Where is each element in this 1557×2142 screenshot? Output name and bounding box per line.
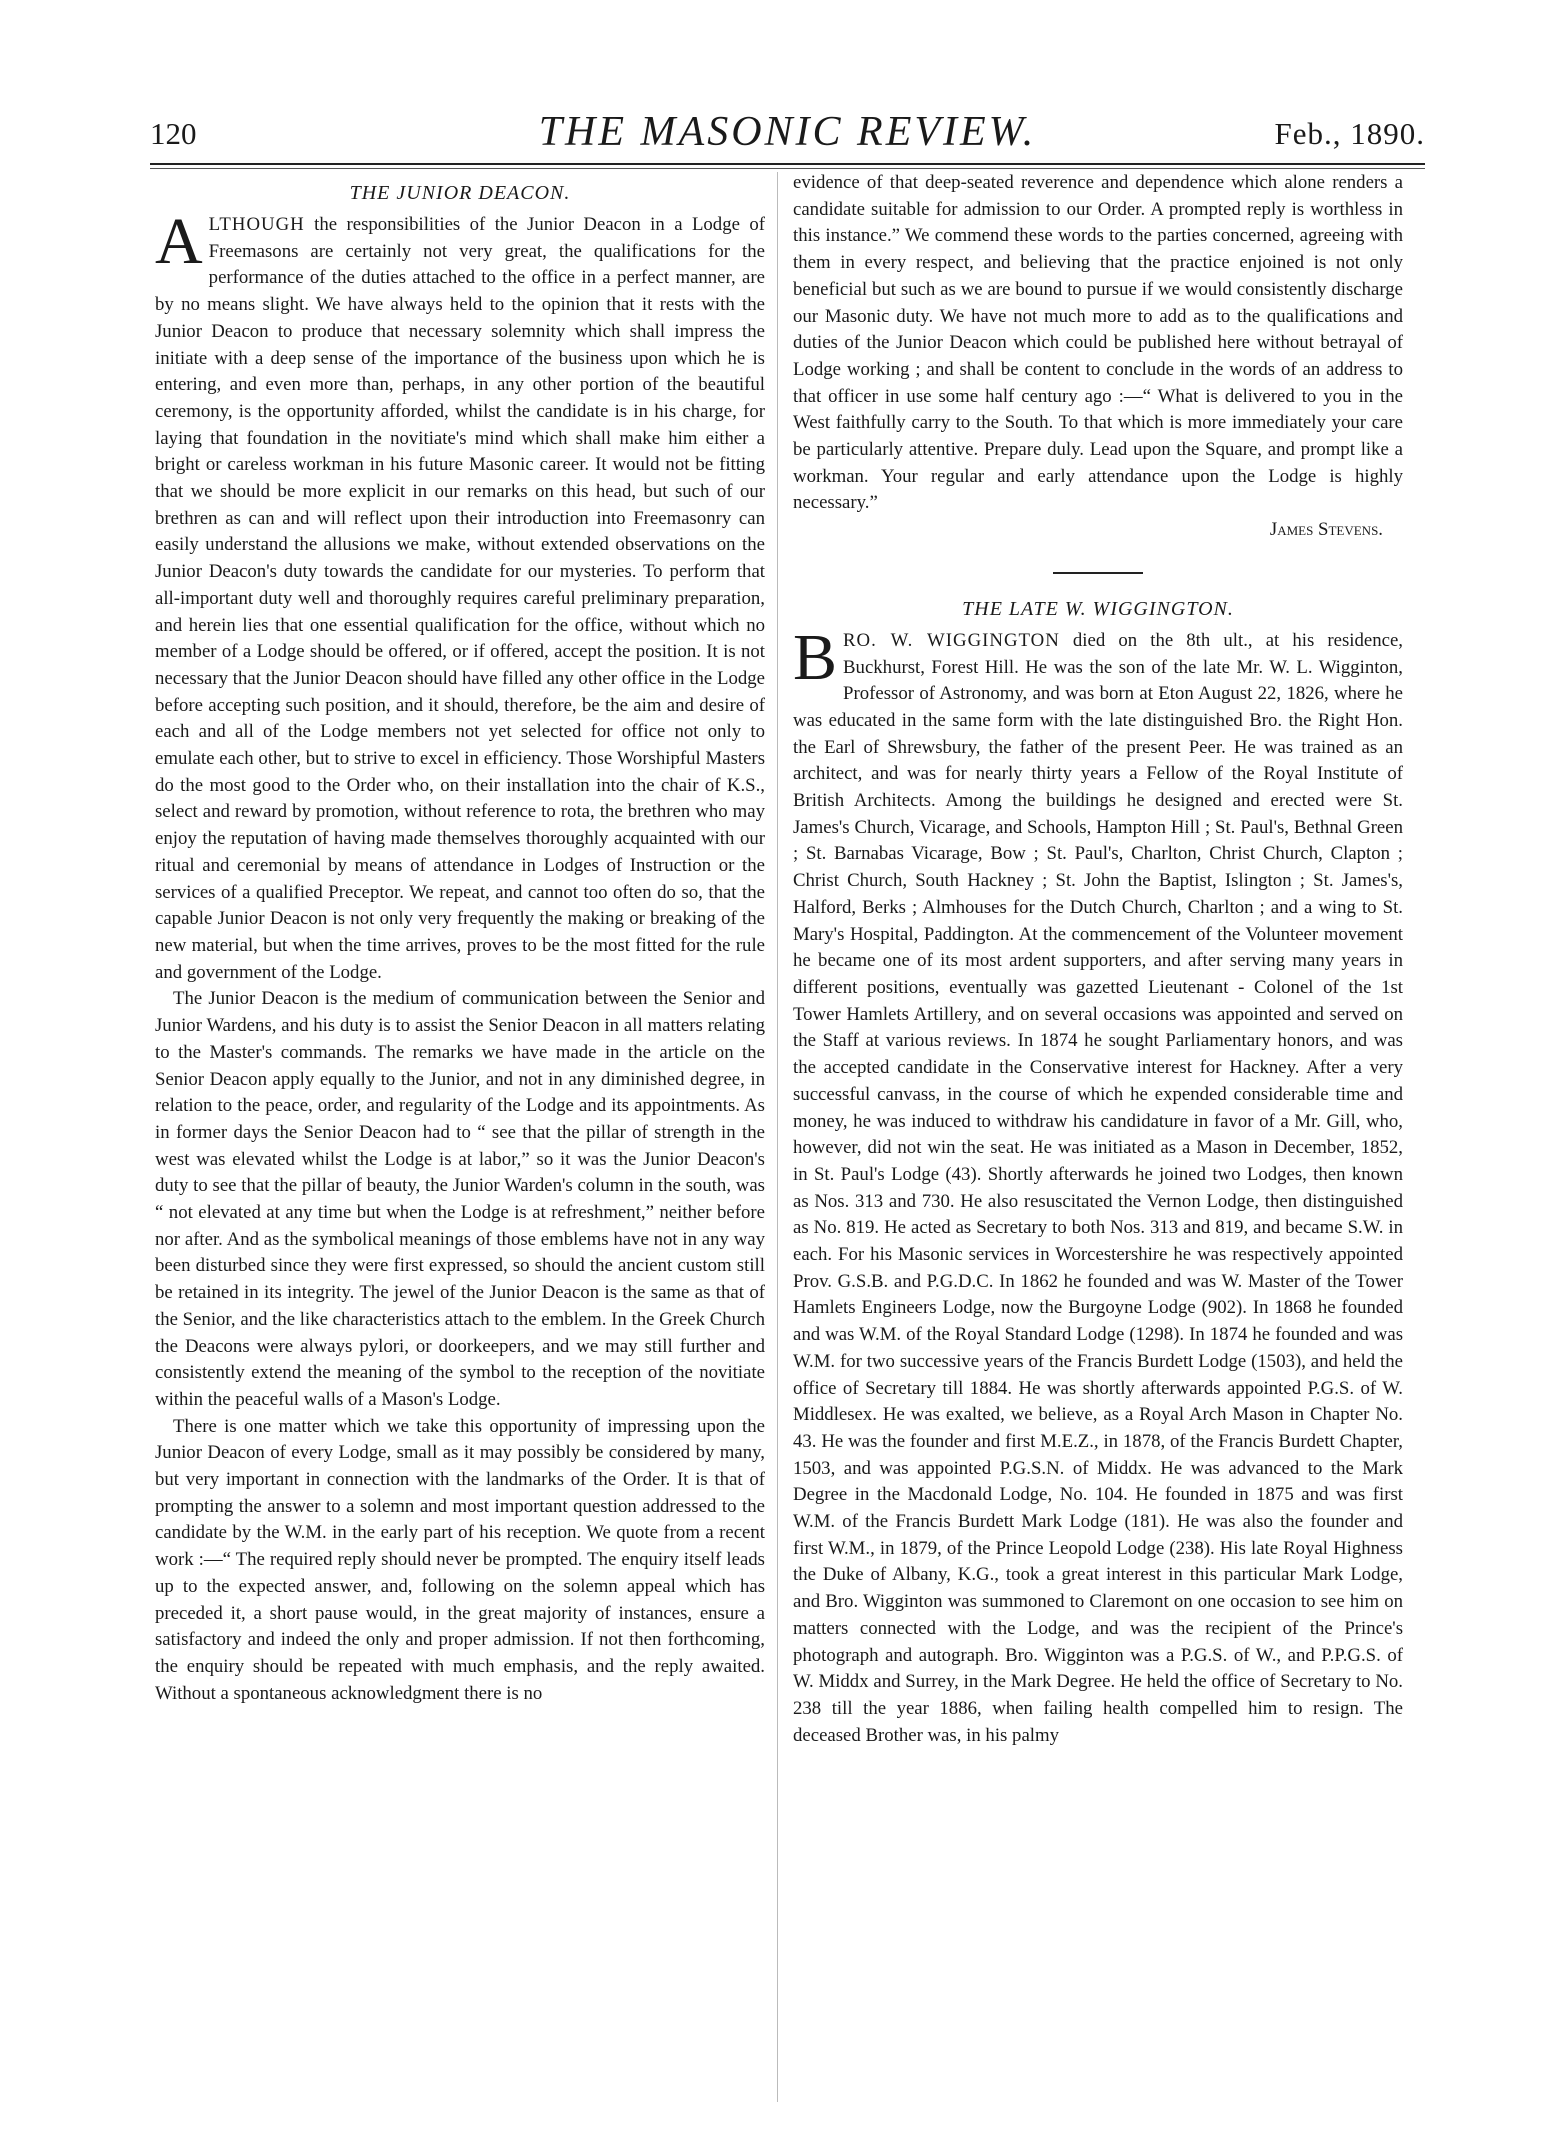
lead-word: RO. W. WIGGINGTON: [843, 629, 1060, 651]
lead-word: LTHOUGH: [208, 214, 305, 235]
article-paragraph: There is one matter which we take this opportunity of impressing upon the Junior Deacon of every Lodge, small as it may possibly be considered by many, but very important in connection with the landmarks of the Order. It is that of prompting the answer to a solemn and most important question addressed to the candidate by the W.M. in the early part of his reception. We quote from a recent work :—“ The required reply should never be prompted. The enquiry itself leads up to the expected answer, and, following on the solemn appeal which has preceded it, a short pause would, in the great majority of instances, ensure a satisfactory and indeed the only and proper admission. If not then forthcoming, the enquiry should be repeated with much emphasis, and the reply awaited. Without a spontaneous acknowledgment there is no: [155, 1415, 765, 1704]
header-rule: [150, 163, 1425, 165]
drop-cap: A: [155, 205, 203, 278]
header-rule-thin: [150, 168, 1425, 169]
running-head: [150, 108, 1425, 168]
column-divider: [777, 172, 778, 2102]
article-paragraph: [155, 205, 765, 986]
page-number: 120: [150, 116, 197, 151]
article-paragraph: [793, 620, 1403, 1750]
section-ornament: [793, 566, 1403, 580]
journal-title: THE MASONIC REVIEW.: [538, 109, 1037, 155]
left-column: [155, 178, 765, 2108]
right-column: [793, 170, 1403, 2100]
drop-cap: B: [793, 620, 838, 694]
issue-date: Feb., 1890.: [1274, 116, 1425, 151]
article-title-obituary: THE LATE W. WIGGINGTON.: [962, 597, 1234, 620]
article-paragraph: The Junior Deacon is the medium of communication between the Senior and Junior Wardens, and his duty is to assist the Senior Deacon in all matters relating to the Master's commands. The remarks we have made in the article on the Senior Deacon apply equally to the Junior, and not in any diminished degree, in relation to the peace, order, and regularity of the Lodge and its appointments. As in former days the Senior Deacon had to “ see that the pillar of strength in the west was elevated whilst the Lodge is at labor,” so it was the Junior Deacon's duty to see that the pillar of beauty, the Junior Warden's column in the south, was “ not elevated at any time but when the Lodge is at refreshment,” neither before nor after. And as the symbolical meanings of those emblems have not in any way been disturbed since they were first expressed, so should the ancient custom still be retained in its integrity. The jewel of the Junior Deacon is the same as that of the Senior, and the like characteristics attach to the emblem. In the Greek Church the Deacons were always pylori, or doorkeepers, and we may still further and consistently extend the meaning of the symbol to the reception of the novitiate within the peaceful walls of a Mason's Lodge.: [155, 988, 765, 1410]
article-paragraph-continued: evidence of that deep-seated reverence and dependence which alone renders a candidate suitable for admission to our Order. A prompted reply is worthless in this instance.” We commend these words to the parties concerned, agreeing with them in every respect, and believing that the practice enjoined is not only beneficial but such as we are bound to pursue if we would consistently discharge our Masonic duty. We have not much more to add as to the qualifications and duties of the Junior Deacon which could be published here without betrayal of Lodge working ; and shall be content to conclude in the words of an address to that officer in use some half century ago :—“ What is delivered to you in the West faithfully carry to the South. To that which is more immediately your care be particularly attentive. Prepare duly. Lead upon the Square, and prompt like a workman. Your regular and early attendance upon the Lodge is highly necessary.”: [793, 172, 1403, 514]
author-signature: James Stevens.: [1269, 519, 1383, 541]
paragraph-text: the responsibilities of the Junior Deacon in a Lodge of Freemasons are certainly not very great, the qualifications for the performance of the duties attached to the office in a perfect manner, are by no means slight. We have always held to the opinion that it rests with the Junior Deacon to produce that necessary solemnity which shall impress the initiate with a deep sense of the importance of the business upon which he is entering, and even more than, perhaps, in any other portion of the beautiful ceremony, is the opportunity afforded, whilst the candidate is in his charge, for laying that foundation in the novitiate's mind which shall make him either a bright or careless workman in his future Masonic career. It would not be fitting that we should be more explicit in our remarks on this head, but such of our brethren as can and will reflect upon their introduction into Freemasonry can easily understand the allusions we make, without extended observations on the Junior Deacon's duty towards the candidate for our mysteries. To perform that all-important duty well and thoroughly requires careful preliminary preparation, and herein lies that one essential qualification for the office, without which no member of a Lodge should be offered, or if offered, accept the position. It is not necessary that the Junior Deacon should have filled any other office in the Lodge before accepting such position, and it should, therefore, be the aim and desire of each and all of the Lodge members not yet selected for office not only to emulate each other, but to strive to excel in efficiency. Those Worshipful Masters do the most good to the Order who, on their installation into the chair of K.S., select and reward by promotion, without reference to rota, the brethren who may enjoy the reputation of having made themselves thoroughly acquainted with our ritual and ceremonial by means of attendance in Lodges of Instruction or the services of a qualified Preceptor. We repeat, and cannot too often do so, that the capable Junior Deacon is not only very frequently the making or breaking of the new material, but when the time arrives, proves to be the most fitted for the rule and government of the Lodge.: [155, 214, 765, 983]
paragraph-text: died on the 8th ult., at his residence, Buckhurst, Forest Hill. He was the son of the late Mr. W. L. Wigginton, Professor of Astronomy, and was born at Eton August 22, 1826, where he was educated in the same form with the late distinguished Bro. the Right Hon. the Earl of Shrewsbury, the father of the present Peer. He was trained as an architect, and was for nearly thirty years a Fellow of the Royal Institute of British Architects. Among the buildings he designed and erected were St. James's Church, Vicarage, and Schools, Hampton Hill ; St. Paul's, Bethnal Green ; St. Barnabas Vicarage, Bow ; St. Paul's, Charlton, Christ Church, Clapton ; Christ Church, South Hackney ; St. John the Baptist, Islington ; St. James's, Halford, Berks ; Almhouses for the Dutch Church, Charlton ; and a wing to St. Mary's Hospital, Paddington. At the commencement of the Volunteer movement he became one of its most ardent supporters, and after serving many years in different positions, eventually was gazetted Lieutenant - Colonel of the 1st Tower Hamlets Artillery, and on several occasions was appointed and served on the Staff at various reviews. In 1874 he sought Parliamentary honors, and was the accepted candidate in the Conservative interest for Hackney. After a very successful canvass, in the course of which he expended considerable time and money, he was induced to withdraw his candidature in favor of a Mr. Gill, who, however, did not win the seat. He was initiated as a Mason in December, 1852, in St. Paul's Lodge (43). Shortly afterwards he joined two Lodges, then known as Nos. 313 and 730. He also resuscitated the Vernon Lodge, then distinguished as No. 819. He acted as Secretary to both Nos. 313 and 819, and became S.W. in each. For his Masonic services in Worcestershire he was respectively appointed Prov. G.S.B. and P.G.D.C. In 1862 he founded and was W. Master of the Tower Hamlets Engineers Lodge, now the Burgoyne Lodge (902). In 1868 he founded and was W.M. of the Royal Standard Lodge (1298). In 1874 he founded and was W.M. for two successive years of the Francis Burdett Lodge (1503), and held the office of Secretary till 1884. He was shortly afterwards appointed P.G.S. of W. Middlesex. He was exalted, we believe, as a Royal Arch Mason in Chapter No. 43. He was the founder and first M.E.Z., in 1878, of the Francis Burdett Chapter, 1503, and was appointed P.G.S.N. of Middx. He was advanced to the Mark Degree in the Macdonald Lodge, No. 104. He founded in 1875 and was first W.M. of the Francis Burdett Mark Lodge (181). He was also the founder and first W.M., in 1879, of the Prince Leopold Lodge (238). His late Royal Highness the Duke of Albany, K.G., took a great interest in this particular Mark Lodge, and Bro. Wigginton was summoned to Claremont on one occasion to see him on matters connected with the Lodge, and was the recipient of the Prince's photograph and autograph. Bro. Wigginton was a P.G.S. of W., and P.P.G.S. of W. Middx and Surrey, in the Mark Degree. He held the office of Secretary to No. 238 till the year 1886, when failing health compelled him to resign. The deceased Brother was, in his palmy: [793, 629, 1403, 1746]
article-title-junior-deacon: THE JUNIOR DEACON.: [349, 182, 571, 204]
